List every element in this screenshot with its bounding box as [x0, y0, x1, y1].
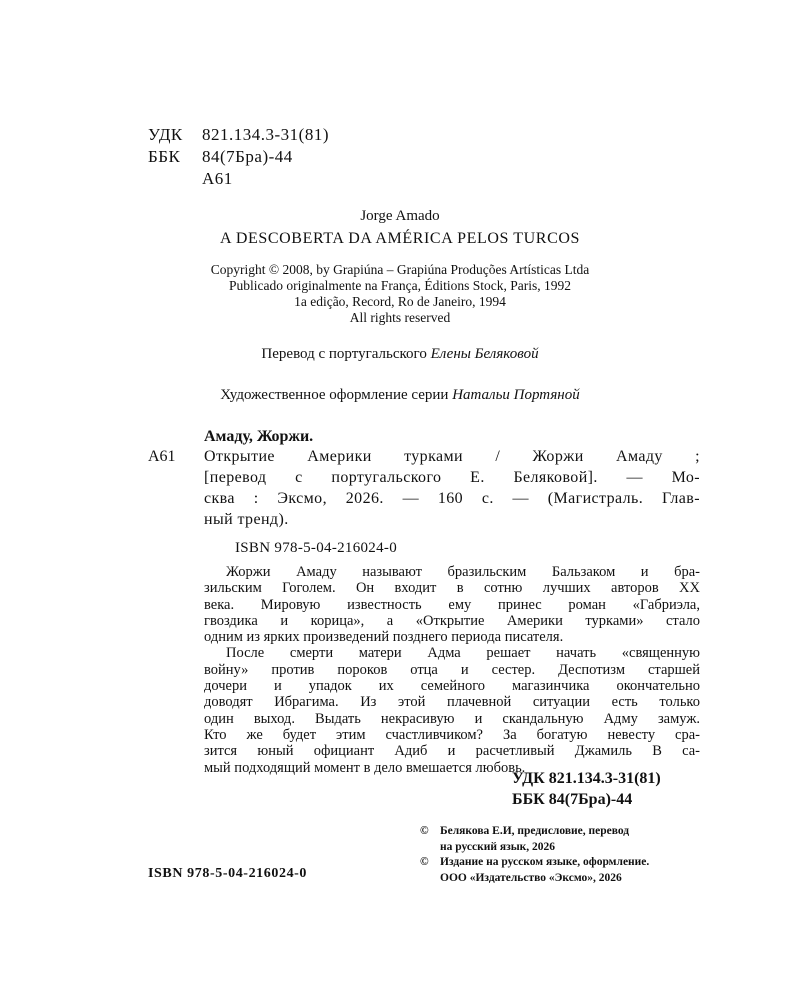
design-credit	[0, 387, 800, 404]
copyright-notice-2-cont: ООО «Издательство «Эксмо», 2026	[440, 871, 622, 884]
annotation-line: дочери и упадок их семейного магазинчика окончательно	[204, 678, 700, 695]
annotation-line: века. Мировую известность ему принес роман «Габриэла,	[204, 596, 700, 613]
original-copyright	[0, 262, 800, 326]
catalog-author-heading: Амаду, Жоржи.	[204, 428, 314, 445]
copyright-notice-1-cont: на русский язык, 2026	[440, 840, 556, 853]
translator-name: Елены Беляковой	[430, 346, 539, 362]
designer-name: Натальи Портяной	[452, 387, 580, 403]
copyright-line: Copyright © 2008, by Grapiúna – Grapiúna Produções Artísticas Ltda	[210, 262, 590, 277]
catalog-line: [перевод с португальского Е. Беляковой]. — Мо-	[204, 469, 700, 486]
annotation-line: один выход. Выдать некрасивую и скандальную Адму замуж.	[204, 710, 700, 727]
udk-value: 821.134.3-31(81)	[202, 125, 329, 144]
catalog-code: А61	[148, 448, 176, 465]
bbk-label: ББК	[148, 147, 181, 166]
copyright-notice-2: © Издание на русском языке, оформление.	[420, 855, 649, 871]
annotation-line: зильским Гоголем. Он входит в сотню лучших авторов XX	[204, 580, 700, 597]
design-prefix: Художественное оформление серии	[220, 387, 453, 403]
author-code: А61	[202, 169, 233, 188]
author-code-row	[148, 168, 329, 190]
bottom-udk: УДК 821.134.3-31(81)	[512, 770, 661, 787]
annotation-line: Жоржи Амаду называют бразильским Бальзаком и бра-	[226, 564, 700, 580]
original-author: Jorge Amado	[360, 208, 440, 224]
translation-prefix: Перевод с португальского	[261, 346, 431, 362]
original-title: A DESCOBERTA DA AMÉRICA PELOS TURCOS	[219, 230, 581, 247]
annotation-line: зится юный официант Адиб и расчетливый Джамиль В са-	[204, 743, 700, 760]
bottom-bbk: ББК 84(7Бра)-44	[512, 791, 633, 808]
copyright-line: 1a edição, Record, Ro de Janeiro, 1994	[294, 294, 506, 309]
copyright-notices	[420, 824, 649, 886]
annotation-line: доводят Ибрагима. Из этой плачевной ситуации есть только	[204, 694, 700, 711]
classification-block	[148, 124, 329, 190]
annotation-line: войну» против пороков отца и сестер. Деспотизм старшей	[204, 661, 700, 678]
bbk-row	[148, 146, 329, 168]
copyright-symbol: ©	[420, 825, 429, 837]
copyright-line: Publicado originalmente na França, Éditions Stock, Paris, 1992	[229, 278, 571, 293]
catalog-isbn: ISBN 978-5-04-216024-0	[235, 540, 398, 556]
catalog-line: сква : Эксмо, 2026. — 160 с. — (Магистраль. Глав-	[204, 490, 700, 507]
annotation	[204, 564, 700, 776]
annotation-line: Кто же будет этим счастливчиком? За богатую невесту сра-	[204, 726, 700, 743]
udk-label: УДК	[148, 125, 183, 144]
annotation-line: одним из ярких произведений позднего периода писателя.	[204, 629, 564, 646]
bbk-value: 84(7Бра)-44	[202, 147, 293, 166]
translation-credit	[0, 346, 800, 363]
bottom-isbn: ISBN 978-5-04-216024-0	[148, 866, 308, 881]
catalog-line: ный тренд).	[204, 511, 289, 528]
udk-row	[148, 124, 329, 146]
copyright-line: All rights reserved	[349, 310, 451, 325]
annotation-line: После смерти матери Адма решает начать «священную	[226, 645, 700, 662]
annotation-line: гвоздика и корица», а «Открытие Америки турками» стало	[204, 612, 700, 629]
catalog-description	[204, 446, 700, 530]
catalog-line: Открытие Америки турками / Жоржи Амаду ;	[204, 448, 700, 465]
copyright-symbol: ©	[420, 856, 429, 868]
copyright-notice-1: © Белякова Е.И, предисловие, перевод	[420, 824, 649, 840]
bottom-classification	[512, 768, 661, 810]
annotation-line: мый подходящий момент в дело вмешается любовь.	[204, 759, 526, 776]
